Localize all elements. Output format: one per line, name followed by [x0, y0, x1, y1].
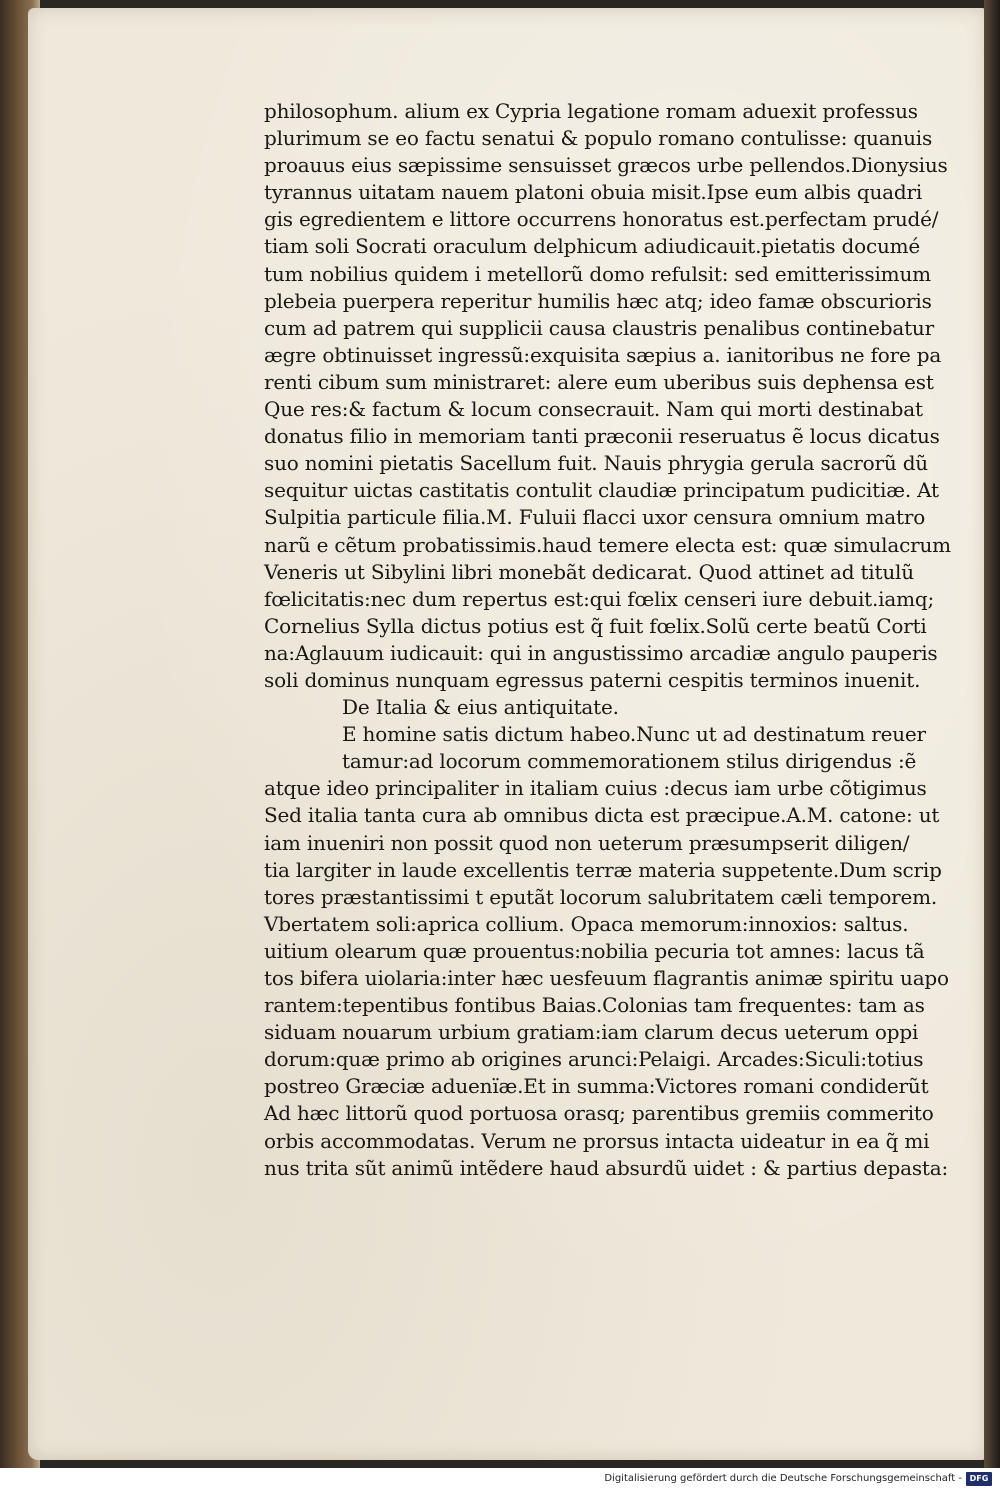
text-line: Vbertatem soli:aprica collium. Opaca memorum:innoxios: saltus.: [264, 911, 909, 936]
text-line: suo nomini pietatis Sacellum fuit. Nauis phrygia gerula sacrorũ dũ: [264, 451, 928, 476]
text-line: nus trita sũt animũ intẽdere haud absurdũ uidet : & partius depasta:: [264, 1155, 949, 1180]
text-line-indented: De Italia & eius antiquitate.: [342, 695, 619, 720]
text-line: fœlicitatis:nec dum repertus est:qui fœlix censeri iure debuit.iamq;: [264, 586, 935, 611]
dfg-logo: DFG: [966, 1472, 992, 1486]
text-line: plebeia puerpera reperitur humilis hæc atq; ideo famæ obscurioris: [264, 288, 932, 313]
text-line: philosophum. alium ex Cypria legatione romam aduexit professus: [264, 99, 918, 123]
text-line: Sulpitia particule filia.M. Fuluii flacci uxor censura omnium matro: [264, 505, 926, 530]
text-line: proauus eius sæpissime sensuisset græcos urbe pellendos.Dionysius: [264, 153, 948, 178]
text-line: Veneris ut Sibylini libri monebãt dedicarat. Quod attinet ad titulũ: [264, 559, 914, 584]
text-line: uitium olearum quæ prouentus:nobilia pecuria tot amnes: lacus tã: [264, 938, 925, 963]
text-line: siduam nouarum urbium gratiam:iam clarum decus ueterum oppi: [264, 1020, 919, 1045]
latin-text-block: [264, 98, 980, 1182]
text-line: Sed italia tanta cura ab omnibus dicta est præcipue.A.M. catone: ut: [264, 803, 940, 828]
text-line: tum nobilius quidem i metellorũ domo refulsit: sed emitterissimum: [264, 261, 931, 286]
text-line: Cornelius Sylla dictus potius est q̃ fuit fœlix.Solũ certe beatũ Corti: [264, 613, 927, 638]
text-line: cum ad patrem qui supplicii causa claustris penalibus continebatur: [264, 315, 934, 340]
text-line: atque ideo principaliter in italiam cuius :decus iam urbe cõtigimus: [264, 776, 927, 801]
text-line: tiam soli Socrati oraculum delphicum adiudicauit.pietatis documé: [264, 234, 921, 259]
text-line: tia largiter in laude excellentis terræ materia suppetente.Dum scrip: [264, 857, 942, 882]
text-line: postreo Græciæ aduenïæ.Et in summa:Victores romani condiderũt: [264, 1074, 929, 1099]
digitization-footer: [0, 1468, 1000, 1491]
text-line: renti cibum sum ministraret: alere eum uberibus suis dephensa est: [264, 369, 934, 394]
text-line: narũ e cẽtum probatissimis.haud temere electa est: quæ simulacrum: [264, 532, 951, 557]
text-line: rantem:tepentibus fontibus Baias.Colonias tam frequentes: tam as: [264, 993, 925, 1018]
text-line: gis egredientem e littore occurrens honoratus est.perfectam prudé/: [264, 207, 939, 232]
page-shadow-edge: [984, 0, 1000, 1468]
text-line: sequitur uictas castitatis contulit claudiæ principatum pudicitiæ. At: [264, 478, 939, 503]
funding-credit: Digitalisierung gefördert durch die Deutsche Forschungsgemeinschaft -: [604, 1473, 962, 1484]
text-line: plurimum se eo factu senatui & populo romano contulisse: quanuis: [264, 126, 933, 151]
text-line: ægre obtinuisset ingressũ:exquisita sæpius a. ianitoribus ne fore pa: [264, 342, 942, 367]
text-line: soli dominus nunquam egressus paterni cespitis terminos inuenit.: [264, 667, 921, 692]
text-line: dorum:quæ primo ab origines arunci:Pelaigi. Arcades:Siculi:totius: [264, 1047, 924, 1072]
text-line: iam inueniri non possit quod non ueterum præsumpserit diligen/: [264, 830, 910, 855]
text-line: na:Aglauum iudicauit: qui in angustissimo arcadiæ angulo pauperis: [264, 640, 938, 665]
text-line: Que res:& factum & locum consecrauit. Nam qui morti destinabat: [264, 397, 923, 422]
text-line: tores præstantissimi t eputãt locorum salubritatem cæli temporem.: [264, 884, 938, 909]
text-line: Ad hæc littorũ quod portuosa orasq; parentibus gremiis commerito: [264, 1101, 934, 1126]
text-line: orbis accommodatas. Verum ne prorsus intacta uideatur in ea q̃ mi: [264, 1128, 930, 1153]
text-line: tos bifera uiolaria:inter hæc uesfeuum flagrantis animæ spiritu uapo: [264, 966, 949, 990]
text-line-indented: tamur:ad locorum commemorationem stilus dirigendus :ẽ: [342, 749, 917, 774]
text-line: tyrannus uitatam nauem platoni obuia misit.Ipse eum albis quadri: [264, 180, 923, 205]
text-line-indented: E homine satis dictum habeo.Nunc ut ad destinatum reuer: [342, 722, 926, 747]
text-line: donatus filio in memoriam tanti præconii reseruatus ẽ locus dicatus: [264, 424, 940, 449]
